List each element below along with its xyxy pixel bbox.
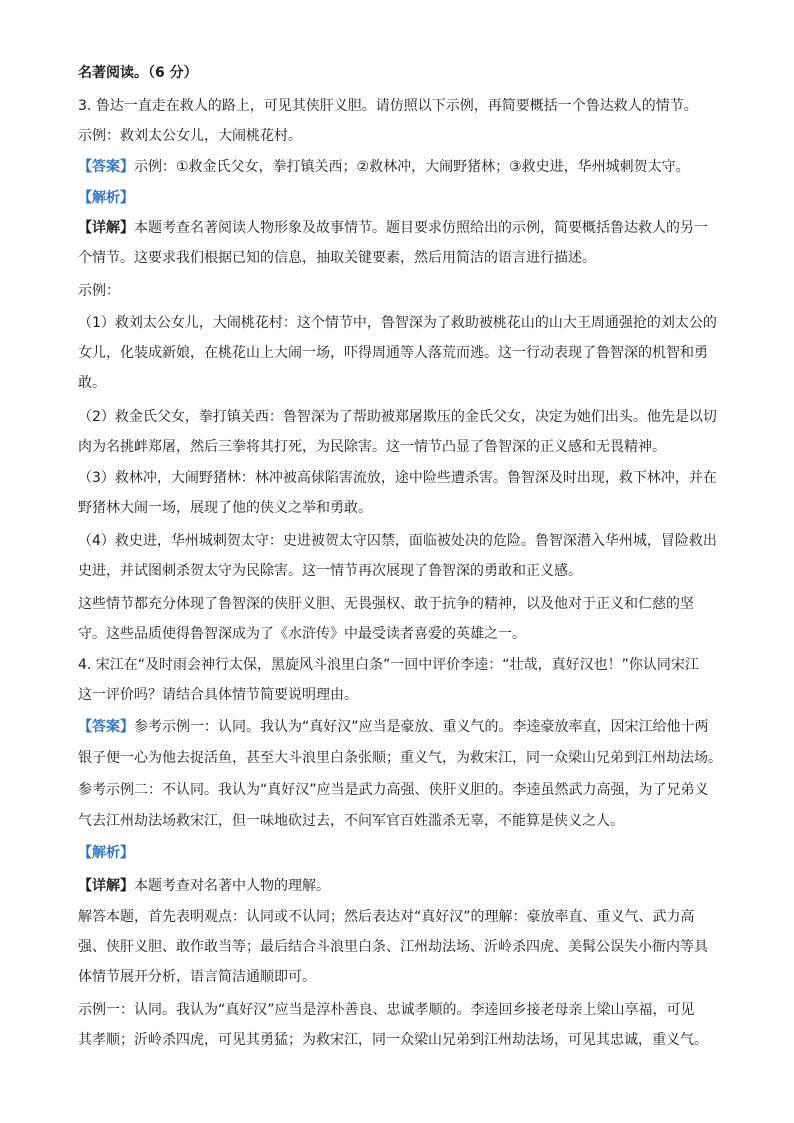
plot-2-line-1: （2）救金氏父女，拳打镇关西：鲁智深为了帮助被郑屠欺压的金氏父女，决定为她们出头。他先是以切 (78, 409, 717, 425)
answer-4-tag: 【答案】 (78, 719, 134, 735)
answer-line (78, 157, 690, 177)
answer-4-line-2: 银子便一心为他去捉活鱼，甚至大斗浪里白条张顺；重义气，为救宋江，同一众梁山兄弟到江州劫法场。 (78, 750, 722, 766)
section-heading: 名著阅读。（6 分） (78, 65, 198, 81)
answer-text: 示例：①救金氏父女，拳打镇关西；②救林冲，大闹野猪林；③救史进，华州城刺贺太守。 (134, 159, 690, 175)
answer-4-line-4: 气去江州劫法场救宋江，但一味地砍过去，不问军官百姓滥杀无辜，不能算是侠义之人。 (78, 813, 624, 829)
detail-line (78, 218, 708, 238)
analysis-tag: 【解析】 (78, 190, 134, 206)
analysis-4-tag: 【解析】 (78, 845, 134, 861)
summary-line-1: 这些情节都充分体现了鲁智深的侠肝义胆、无畏强权、敢于抗争的精神，以及他对于正义和仁慈的坚 (78, 596, 694, 612)
plot-4-line-1: （4）救史进，华州城刺贺太守：史进被贺太守囚禁，面临被处决的危险。鲁智深潜入华州城，冒险救出 (78, 533, 717, 549)
plot-1-line-3: 敢。 (78, 375, 106, 391)
explain-line-1: 解答本题，首先表明观点：认同或不认同；然后表达对“真好汉”的理解：豪放率直、重义气、武力高 (78, 909, 695, 925)
plot-1-line-2: 女儿，化装成新娘，在桃花山上大闹一场，吓得周通等人落荒而逃。这一行动表现了鲁智深的机智和勇 (78, 345, 708, 361)
plot-1-line-1: （1）救刘太公女儿，大闹桃花村：这个情节中，鲁智深为了救助被桃花山的山大王周通强抢的刘太公的 (78, 315, 717, 331)
question-4-line-1: 4. 宋江在“及时雨会神行太保，黑旋风斗浪里白条”一回中评价李逵：“壮哉，真好汉也！”你认同宋江 (78, 657, 699, 673)
detail-text: 本题考查名著阅读人物形象及故事情节。题目要求仿照给出的示例，简要概括鲁达救人的另一 (134, 220, 708, 236)
answer-4-line-1 (78, 717, 709, 737)
answer-tag: 【答案】 (78, 159, 134, 175)
plot-3-line-1: （3）救林冲，大闹野猪林：林冲被高俅陷害流放，途中险些遭杀害。鲁智深及时出现，救下林冲，并在 (78, 470, 717, 486)
explain-line-3: 体情节展开分析，语言简洁通顺即可。 (78, 969, 316, 985)
answer-4-text: 参考示例一：认同。我认为“真好汉”应当是豪放、重义气的。李逵豪放率直，因宋江给他十两 (134, 719, 709, 735)
detail-4-text: 本题考查对名著中人物的理解。 (134, 878, 330, 894)
question-4-line-2: 这一评价吗？请结合具体情节简要说明理由。 (78, 687, 358, 703)
plot-2-line-2: 肉为名挑衅郑屠，然后三拳将其打死，为民除害。这一情节凸显了鲁智深的正义感和无畏精神。 (78, 439, 666, 455)
sample-line-1: 示例一：认同。我认为“真好汉”应当是淳朴善良、忠诚孝顺的。李逵回乡接老母亲上梁山享福，可见 (78, 1002, 695, 1018)
detail-text-2: 个情节。这要求我们根据已知的信息，抽取关键要素，然后用简洁的语言进行描述。 (78, 250, 596, 266)
detail-4-line (78, 876, 330, 896)
summary-line-2: 守。这些品质使得鲁智深成为了《水浒传》中最受读者喜爱的英雄之一。 (78, 626, 526, 642)
plot-4-line-2: 史进，并试图刺杀贺太守为民除害。这一情节再次展现了鲁智深的勇敢和正义感。 (78, 563, 582, 579)
detail-4-tag: 【详解】 (78, 878, 134, 894)
example-label: 示例： (78, 283, 120, 299)
plot-3-line-2: 野猪林大闹一场，展现了他的侠义之举和勇敢。 (78, 500, 372, 516)
detail-tag: 【详解】 (78, 220, 134, 236)
question-3-example: 示例：救刘太公女儿，大闹桃花村。 (78, 128, 302, 144)
sample-line-2: 其孝顺；沂岭杀四虎，可见其勇猛；为救宋江，同一众梁山兄弟到江州劫法场，可见其忠诚，重义气。 (78, 1032, 708, 1048)
answer-4-line-3: 参考示例二：不认同。我认为“真好汉”应当是武力高强、侠肝义胆的。李逵虽然武力高强，为了兄弟义 (78, 782, 709, 798)
explain-line-2: 强、侠肝义胆、敢作敢当等；最后结合斗浪里白条、江州劫法场、沂岭杀四虎、美髯公误失小衙内等具 (78, 939, 708, 955)
question-3: 3. 鲁达一直走在救人的路上，可见其侠肝义胆。请仿照以下示例，再简要概括一个鲁达救人的情节。 (78, 98, 698, 114)
